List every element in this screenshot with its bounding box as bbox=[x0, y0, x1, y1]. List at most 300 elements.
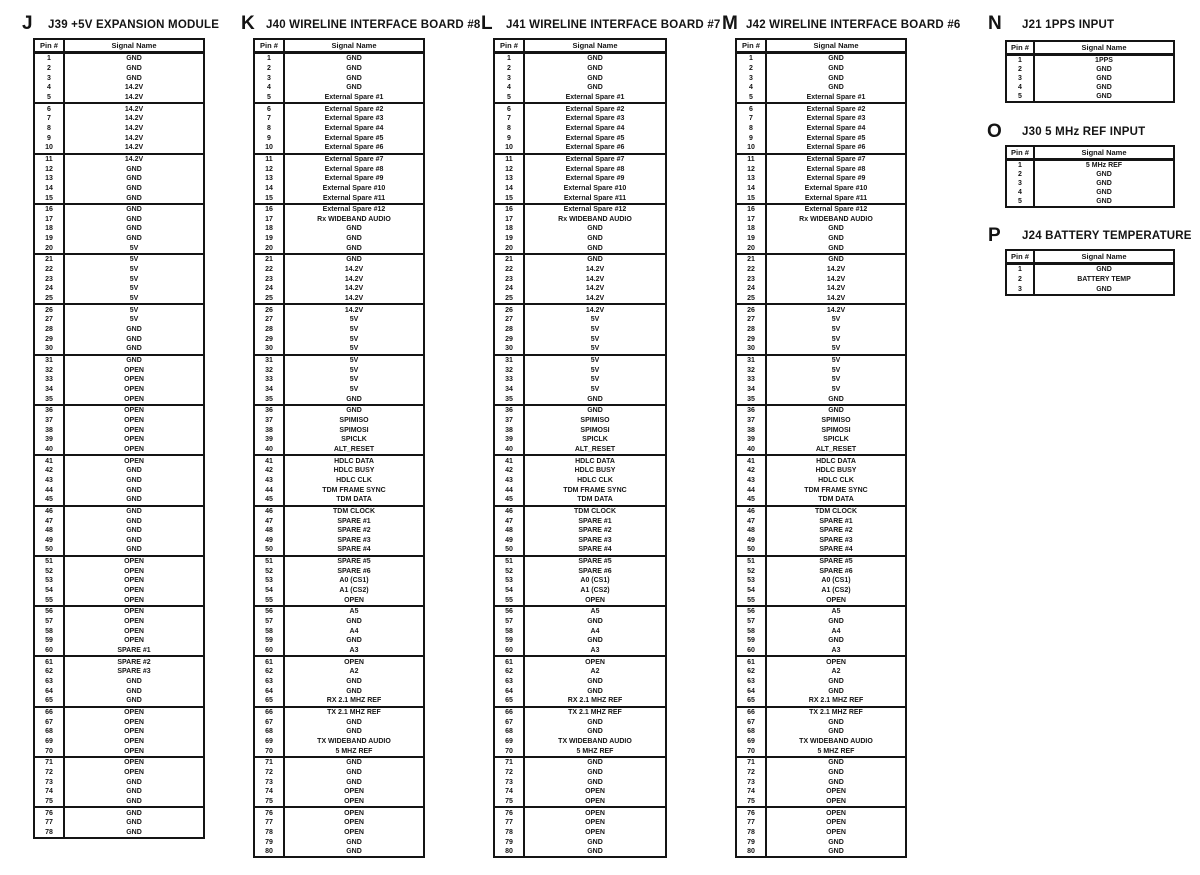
pin-number-cell: 28 bbox=[35, 325, 65, 335]
table-row bbox=[495, 646, 665, 656]
pin-number-cell: 42 bbox=[737, 466, 767, 476]
table-row bbox=[35, 365, 203, 375]
signal-name-cell: GND bbox=[1096, 66, 1112, 73]
pin-number-cell: 80 bbox=[495, 847, 525, 857]
signal-name-cell: External Spare #1 bbox=[324, 93, 384, 101]
pin-number-cell: 60 bbox=[737, 646, 767, 656]
table-row bbox=[35, 385, 203, 395]
pin-number-cell: 12 bbox=[495, 164, 525, 174]
signal-name-cell: GND bbox=[346, 687, 362, 695]
signal-name-cell: 5V bbox=[349, 385, 359, 393]
table-row bbox=[1007, 188, 1173, 197]
pin-number-cell: 43 bbox=[255, 476, 285, 486]
signal-name-cell: External Spare #9 bbox=[324, 175, 384, 183]
signal-name-cell: TDM DATA bbox=[818, 496, 854, 504]
table-row bbox=[35, 334, 203, 344]
pin-number-cell: 69 bbox=[495, 737, 525, 747]
pin-number-cell: 76 bbox=[35, 808, 65, 818]
pin-number-header: Pin # bbox=[495, 40, 525, 51]
signal-name-cell: OPEN bbox=[344, 797, 364, 805]
table-row bbox=[255, 717, 423, 727]
signal-name-cell: GND bbox=[587, 244, 603, 252]
pin-number-cell: 47 bbox=[255, 516, 285, 526]
signal-name-cell: GND bbox=[126, 778, 142, 786]
signal-name-cell: TX WIDEBAND AUDIO bbox=[799, 737, 873, 745]
signal-name-cell: GND bbox=[346, 256, 362, 264]
pin-number-cell: 1 bbox=[35, 54, 65, 64]
pin-number-cell: 32 bbox=[737, 365, 767, 375]
table-row bbox=[737, 435, 905, 445]
signal-name-cell: GND bbox=[126, 235, 142, 243]
signal-name-cell: A4 bbox=[349, 627, 359, 635]
pin-number-cell: 27 bbox=[255, 315, 285, 325]
signal-name-cell: OPEN bbox=[344, 788, 364, 796]
pin-number-cell: 64 bbox=[255, 686, 285, 696]
pin-number-cell: 71 bbox=[495, 758, 525, 768]
pin-number-cell: 14 bbox=[255, 184, 285, 194]
signal-name-cell: GND bbox=[1096, 93, 1112, 100]
pin-number-cell: 29 bbox=[495, 334, 525, 344]
pin-number-cell: 66 bbox=[35, 708, 65, 718]
signal-name-cell: GND bbox=[828, 244, 844, 252]
section-title-j41: J41 WIRELINE INTERFACE BOARD #7 bbox=[506, 19, 721, 31]
pin-number-cell: 25 bbox=[35, 294, 65, 304]
signal-name-cell: GND bbox=[126, 165, 142, 173]
signal-name-cell: 5V bbox=[831, 385, 841, 393]
pin-number-cell: 56 bbox=[495, 607, 525, 617]
signal-name-cell: 5V bbox=[831, 357, 841, 365]
table-row bbox=[35, 93, 203, 103]
signal-name-cell: 5V bbox=[129, 266, 139, 274]
table-row bbox=[255, 133, 423, 143]
table-row bbox=[495, 354, 665, 366]
table-row bbox=[35, 485, 203, 495]
table-row bbox=[35, 416, 203, 426]
signal-name-cell: GND bbox=[346, 838, 362, 846]
table-row bbox=[495, 143, 665, 153]
signal-name-cell: GND bbox=[828, 55, 844, 63]
signal-name-cell: HDLC BUSY bbox=[574, 467, 616, 475]
table-row bbox=[255, 153, 423, 165]
signal-name-cell: SPARE #6 bbox=[337, 567, 371, 575]
signal-name-cell: 14.2V bbox=[826, 306, 846, 314]
signal-name-cell: 14.2V bbox=[124, 105, 144, 113]
table-row bbox=[255, 667, 423, 677]
pin-number-cell: 52 bbox=[35, 566, 65, 576]
pin-number-cell: 58 bbox=[255, 626, 285, 636]
pin-number-cell: 34 bbox=[255, 385, 285, 395]
pin-number-cell: 34 bbox=[737, 385, 767, 395]
pin-number-cell: 18 bbox=[737, 224, 767, 234]
table-row bbox=[495, 655, 665, 667]
signal-name-cell: External Spare #8 bbox=[324, 165, 384, 173]
pin-number-cell: 20 bbox=[255, 243, 285, 253]
table-row bbox=[35, 454, 203, 466]
pin-number-cell: 73 bbox=[495, 777, 525, 787]
pin-number-cell: 21 bbox=[495, 255, 525, 265]
signal-name-cell: External Spare #12 bbox=[804, 206, 868, 214]
table-row bbox=[255, 334, 423, 344]
pin-number-cell: 15 bbox=[255, 193, 285, 203]
table-row bbox=[737, 555, 905, 567]
signal-name-cell: GND bbox=[346, 407, 362, 415]
signal-name-cell: 14.2V bbox=[124, 84, 144, 92]
signal-name-cell: OPEN bbox=[124, 718, 144, 726]
signal-name-cell: GND bbox=[828, 225, 844, 233]
pinout-table-j41 bbox=[493, 38, 667, 858]
table-row bbox=[255, 114, 423, 124]
table-row bbox=[495, 787, 665, 797]
signal-name-cell: External Spare #7 bbox=[565, 155, 625, 163]
table-row bbox=[35, 265, 203, 275]
table-row bbox=[255, 435, 423, 445]
signal-name-cell: HDLC DATA bbox=[816, 457, 856, 465]
signal-name-cell: TX 2.1 MHZ REF bbox=[327, 708, 381, 716]
table-row bbox=[255, 636, 423, 646]
pin-number-cell: 40 bbox=[737, 445, 767, 455]
table-row bbox=[255, 253, 423, 265]
pin-number-cell: 5 bbox=[255, 93, 285, 103]
pin-number-cell: 16 bbox=[255, 205, 285, 215]
table-row bbox=[495, 425, 665, 435]
signal-name-cell: External Spare #10 bbox=[804, 184, 868, 192]
pin-number-cell: 67 bbox=[737, 717, 767, 727]
signal-name-cell: GND bbox=[126, 345, 142, 353]
signal-name-cell: GND bbox=[126, 486, 142, 494]
pin-number-cell: 1 bbox=[495, 54, 525, 64]
signal-name-cell: SPICLK bbox=[823, 436, 849, 444]
pin-number-cell: 40 bbox=[35, 445, 65, 455]
table-row bbox=[495, 253, 665, 265]
table-row bbox=[737, 164, 905, 174]
table-row bbox=[495, 102, 665, 114]
table-row bbox=[737, 334, 905, 344]
signal-name-cell: GND bbox=[587, 768, 603, 776]
pin-number-cell: 47 bbox=[737, 516, 767, 526]
signal-name-cell: 5V bbox=[129, 285, 139, 293]
signal-name-cell: GND bbox=[587, 84, 603, 92]
signal-name-cell: External Spare #12 bbox=[322, 206, 386, 214]
pin-number-cell: 41 bbox=[35, 456, 65, 466]
signal-name-cell: GND bbox=[828, 759, 844, 767]
signal-name-cell: SPICLK bbox=[341, 436, 367, 444]
signal-name-cell: SPARE #4 bbox=[819, 546, 853, 554]
table-header-row bbox=[255, 40, 423, 52]
pin-number-cell: 78 bbox=[35, 828, 65, 838]
pin-number-cell: 57 bbox=[255, 617, 285, 627]
table-row bbox=[495, 717, 665, 727]
pin-number-cell: 1 bbox=[737, 54, 767, 64]
table-row bbox=[495, 334, 665, 344]
signal-name-cell: External Spare #3 bbox=[565, 115, 625, 123]
signal-name-cell: External Spare #9 bbox=[806, 175, 866, 183]
signal-name-cell: GND bbox=[126, 175, 142, 183]
signal-name-cell: 5V bbox=[349, 357, 359, 365]
table-row bbox=[35, 315, 203, 325]
signal-name-cell: 5V bbox=[349, 326, 359, 334]
signal-name-cell: GND bbox=[346, 55, 362, 63]
table-row bbox=[495, 73, 665, 83]
table-row bbox=[495, 686, 665, 696]
signal-name-cell: SPARE #3 bbox=[578, 536, 612, 544]
signal-name-cell: 5V bbox=[129, 244, 139, 252]
signal-name-cell: SPARE #6 bbox=[578, 567, 612, 575]
pin-number-cell: 44 bbox=[495, 485, 525, 495]
pin-number-cell: 53 bbox=[737, 576, 767, 586]
table-row bbox=[737, 203, 905, 215]
signal-name-cell: 14.2V bbox=[344, 275, 364, 283]
signal-name-cell: External Spare #7 bbox=[806, 155, 866, 163]
signal-name-cell: 1PPS bbox=[1095, 57, 1113, 64]
signal-name-header: Signal Name bbox=[1081, 43, 1127, 52]
pin-number-cell: 23 bbox=[737, 274, 767, 284]
signal-name-cell: TDM DATA bbox=[577, 496, 613, 504]
signal-name-cell: GND bbox=[828, 838, 844, 846]
signal-name-cell: GND bbox=[126, 335, 142, 343]
signal-name-cell: GND bbox=[828, 678, 844, 686]
pin-number-cell: 38 bbox=[495, 425, 525, 435]
signal-name-header: Signal Name bbox=[111, 41, 157, 50]
signal-name-cell: External Spare #5 bbox=[324, 134, 384, 142]
pin-number-cell: 55 bbox=[255, 595, 285, 605]
table-row bbox=[255, 83, 423, 93]
table-row bbox=[1007, 74, 1173, 83]
table-row bbox=[35, 636, 203, 646]
table-row bbox=[495, 566, 665, 576]
signal-name-cell: OPEN bbox=[124, 608, 144, 616]
signal-name-cell: GND bbox=[126, 55, 142, 63]
pin-number-cell: 15 bbox=[495, 193, 525, 203]
signal-name-cell: OPEN bbox=[124, 728, 144, 736]
table-row bbox=[495, 545, 665, 555]
table-row bbox=[737, 536, 905, 546]
signal-name-cell: SPIMOSI bbox=[821, 426, 851, 434]
table-row bbox=[35, 595, 203, 605]
section-letter-k: K bbox=[241, 13, 255, 34]
pin-number-cell: 4 bbox=[35, 83, 65, 93]
signal-name-cell: 5V bbox=[590, 357, 600, 365]
table-row bbox=[495, 303, 665, 315]
signal-name-cell: Rx WIDEBAND AUDIO bbox=[799, 215, 873, 223]
signal-name-cell: External Spare #6 bbox=[565, 144, 625, 152]
pin-number-cell: 37 bbox=[495, 416, 525, 426]
signal-name-cell: HDLC DATA bbox=[334, 457, 374, 465]
pin-number-cell: 9 bbox=[255, 133, 285, 143]
signal-name-cell: TX WIDEBAND AUDIO bbox=[317, 737, 391, 745]
pin-number-cell: 63 bbox=[35, 677, 65, 687]
pin-number-cell: 17 bbox=[35, 215, 65, 225]
pin-number-cell: 7 bbox=[35, 114, 65, 124]
table-row bbox=[737, 566, 905, 576]
pin-number-cell: 67 bbox=[255, 717, 285, 727]
table-row bbox=[737, 64, 905, 74]
signal-name-cell: SPARE #4 bbox=[337, 546, 371, 554]
pin-number-cell: 6 bbox=[495, 104, 525, 114]
pin-number-cell: 33 bbox=[737, 375, 767, 385]
table-row bbox=[255, 787, 423, 797]
signal-name-cell: GND bbox=[828, 407, 844, 415]
signal-name-cell: OPEN bbox=[124, 436, 144, 444]
table-row bbox=[737, 224, 905, 234]
pin-number-cell: 29 bbox=[255, 334, 285, 344]
signal-name-cell: 14.2V bbox=[826, 285, 846, 293]
signal-name-cell: GND bbox=[346, 637, 362, 645]
signal-name-cell: A1 (CS2) bbox=[580, 587, 610, 595]
table-row bbox=[737, 93, 905, 103]
signal-name-cell: HDLC CLK bbox=[336, 476, 372, 484]
table-row bbox=[35, 516, 203, 526]
table-row bbox=[255, 746, 423, 756]
pin-number-cell: 24 bbox=[35, 284, 65, 294]
pin-number-cell: 52 bbox=[737, 566, 767, 576]
pin-number-cell: 12 bbox=[737, 164, 767, 174]
table-row bbox=[255, 847, 423, 857]
table-row bbox=[35, 818, 203, 828]
pinout-table-j39 bbox=[33, 38, 205, 839]
table-row bbox=[255, 394, 423, 404]
pin-number-cell: 70 bbox=[255, 746, 285, 756]
pin-number-cell: 24 bbox=[737, 284, 767, 294]
table-row bbox=[255, 416, 423, 426]
signal-name-cell: A0 (CS1) bbox=[821, 577, 851, 585]
table-header-row bbox=[1007, 251, 1173, 263]
signal-name-cell: OPEN bbox=[585, 788, 605, 796]
signal-name-cell: External Spare #9 bbox=[565, 175, 625, 183]
table-row bbox=[35, 646, 203, 656]
table-row bbox=[495, 445, 665, 455]
table-row bbox=[737, 746, 905, 756]
pin-number-cell: 27 bbox=[35, 315, 65, 325]
pin-number-cell: 67 bbox=[35, 717, 65, 727]
signal-name-cell: SPARE #6 bbox=[819, 567, 853, 575]
pin-number-cell: 4 bbox=[1007, 188, 1035, 197]
signal-name-cell: ALT_RESET bbox=[574, 445, 616, 453]
pin-number-cell: 69 bbox=[255, 737, 285, 747]
table-row bbox=[255, 445, 423, 455]
table-row bbox=[737, 586, 905, 596]
table-row bbox=[495, 315, 665, 325]
signal-name-header: Signal Name bbox=[331, 41, 377, 50]
pin-number-cell: 14 bbox=[495, 184, 525, 194]
pin-number-cell: 5 bbox=[737, 93, 767, 103]
signal-name-cell: SPARE #5 bbox=[337, 558, 371, 566]
table-row bbox=[35, 325, 203, 335]
signal-name-cell: OPEN bbox=[826, 797, 846, 805]
pin-number-cell: 31 bbox=[255, 356, 285, 366]
pin-number-cell: 55 bbox=[495, 595, 525, 605]
signal-name-cell: 5V bbox=[831, 376, 841, 384]
signal-name-cell: GND bbox=[587, 225, 603, 233]
pin-number-cell: 77 bbox=[737, 818, 767, 828]
signal-name-cell: 5V bbox=[590, 335, 600, 343]
pin-number-cell: 33 bbox=[35, 375, 65, 385]
pin-number-cell: 2 bbox=[495, 64, 525, 74]
pin-number-cell: 36 bbox=[495, 406, 525, 416]
pin-number-cell: 44 bbox=[35, 485, 65, 495]
pin-number-cell: 65 bbox=[737, 696, 767, 706]
pinout-table-j24 bbox=[1005, 249, 1175, 296]
table-row bbox=[255, 215, 423, 225]
table-row bbox=[737, 545, 905, 555]
pin-number-cell: 7 bbox=[255, 114, 285, 124]
signal-name-cell: SPARE #3 bbox=[819, 536, 853, 544]
signal-name-cell: Rx WIDEBAND AUDIO bbox=[317, 215, 391, 223]
signal-name-cell: A4 bbox=[831, 627, 841, 635]
table-row bbox=[737, 294, 905, 304]
signal-name-cell: 5V bbox=[590, 376, 600, 384]
table-row bbox=[35, 566, 203, 576]
table-row bbox=[255, 595, 423, 605]
table-row bbox=[737, 52, 905, 64]
table-row bbox=[737, 818, 905, 828]
pin-number-cell: 76 bbox=[255, 808, 285, 818]
signal-name-cell: GND bbox=[587, 848, 603, 856]
signal-name-cell: SPARE #2 bbox=[578, 527, 612, 535]
table-row bbox=[495, 274, 665, 284]
pin-number-cell: 35 bbox=[495, 394, 525, 404]
signal-name-cell: A4 bbox=[590, 627, 600, 635]
table-row bbox=[255, 64, 423, 74]
signal-name-cell: GND bbox=[828, 84, 844, 92]
signal-name-cell: GND bbox=[587, 64, 603, 72]
table-row bbox=[495, 828, 665, 838]
pin-number-cell: 2 bbox=[737, 64, 767, 74]
signal-name-cell: GND bbox=[126, 496, 142, 504]
table-row bbox=[35, 404, 203, 416]
table-row bbox=[495, 344, 665, 354]
pin-number-cell: 68 bbox=[255, 727, 285, 737]
pin-number-cell: 3 bbox=[255, 73, 285, 83]
table-row bbox=[255, 586, 423, 596]
pin-number-cell: 2 bbox=[1007, 275, 1035, 285]
pin-number-cell: 59 bbox=[35, 636, 65, 646]
signal-name-cell: SPARE #5 bbox=[578, 558, 612, 566]
pin-number-cell: 57 bbox=[495, 617, 525, 627]
section-title-j21: J21 1PPS INPUT bbox=[1022, 19, 1115, 31]
pin-number-cell: 29 bbox=[35, 334, 65, 344]
signal-name-cell: GND bbox=[587, 759, 603, 767]
table-row bbox=[737, 284, 905, 294]
signal-name-cell: OPEN bbox=[585, 828, 605, 836]
pin-number-cell: 13 bbox=[35, 174, 65, 184]
signal-name-cell: External Spare #3 bbox=[324, 115, 384, 123]
signal-name-cell: OPEN bbox=[124, 627, 144, 635]
table-row bbox=[255, 516, 423, 526]
table-row bbox=[495, 626, 665, 636]
pin-number-cell: 5 bbox=[1007, 197, 1035, 206]
pin-number-cell: 26 bbox=[495, 305, 525, 315]
pin-number-cell: 39 bbox=[255, 435, 285, 445]
table-row bbox=[495, 394, 665, 404]
signal-name-cell: 14.2V bbox=[826, 295, 846, 303]
signal-name-cell: GND bbox=[346, 678, 362, 686]
table-row bbox=[737, 153, 905, 165]
table-row bbox=[495, 404, 665, 416]
table-row bbox=[35, 193, 203, 203]
table-row bbox=[737, 344, 905, 354]
table-row bbox=[495, 495, 665, 505]
table-row bbox=[1007, 263, 1173, 275]
table-row bbox=[255, 124, 423, 134]
signal-name-cell: External Spare #1 bbox=[806, 93, 866, 101]
pin-number-cell: 25 bbox=[737, 294, 767, 304]
table-row bbox=[495, 667, 665, 677]
signal-name-cell: OPEN bbox=[124, 708, 144, 716]
pin-number-cell: 76 bbox=[737, 808, 767, 818]
signal-name-cell: SPARE #2 bbox=[819, 527, 853, 535]
pin-number-cell: 31 bbox=[35, 356, 65, 366]
signal-name-cell: OPEN bbox=[826, 658, 846, 666]
